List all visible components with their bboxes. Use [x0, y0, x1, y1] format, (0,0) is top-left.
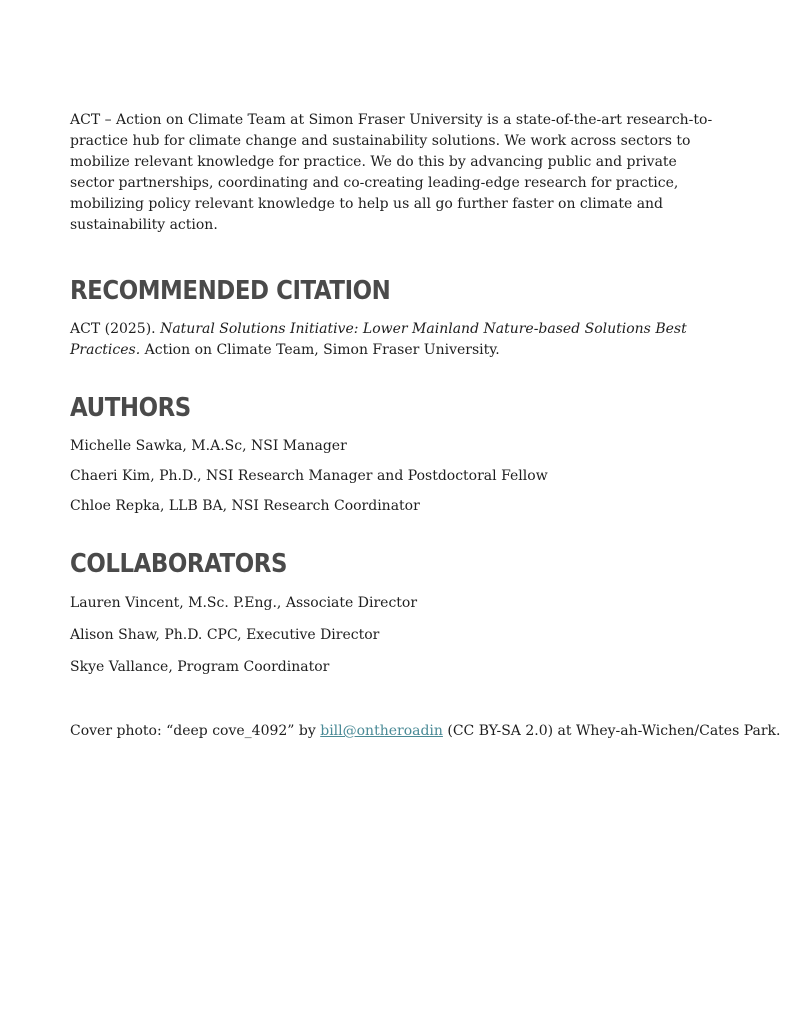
- citation-text: [70, 319, 730, 361]
- cover-photo-credit: [70, 721, 781, 742]
- cover-prefix: Cover photo: “deep cove_4092” by: [70, 723, 321, 739]
- collaborator-item: Lauren Vincent, M.Sc. P.Eng., Associate Director: [70, 595, 418, 611]
- collaborators-heading: COLLABORATORS: [70, 549, 287, 579]
- authors-list: [70, 436, 730, 517]
- author-item: Michelle Sawka, M.A.Sc, NSI Manager: [70, 438, 347, 454]
- document-page: [70, 110, 781, 742]
- photographer-link[interactable]: bill@ontheroadin: [320, 723, 443, 739]
- citation-prefix: ACT (2025).: [70, 321, 161, 337]
- citation-title: Natural Solutions Initiative: Lower Mainland Nature-based Solutions Best Practices.: [70, 321, 687, 358]
- citation-suffix: Action on Climate Team, Simon Fraser University.: [140, 342, 500, 358]
- collaborator-item: Alison Shaw, Ph.D. CPC, Executive Director: [70, 627, 380, 643]
- author-item: Chaeri Kim, Ph.D., NSI Research Manager and Postdoctoral Fellow: [70, 468, 548, 484]
- collaborator-item: Skye Vallance, Program Coordinator: [70, 659, 330, 675]
- citation-heading: RECOMMENDED CITATION: [70, 276, 391, 306]
- cover-suffix: (CC BY-SA 2.0) at Whey-ah-Wichen/Cates Park.: [442, 723, 781, 739]
- collaborators-list: [70, 593, 730, 678]
- authors-heading: AUTHORS: [70, 393, 191, 423]
- author-item: Chloe Repka, LLB BA, NSI Research Coordinator: [70, 498, 420, 514]
- intro-paragraph: ACT – Action on Climate Team at Simon Fraser University is a state-of-the-art research-to-practice hub for climate change and sustainability solutions. We work across sectors to mobilize relevant knowledge for practice. We do this by advancing public and private sector partnerships, coordinating and co-creating leading-edge research for practice, mobilizing policy relevant knowledge to help us all go further faster on climate and sustainability action.: [70, 112, 713, 233]
